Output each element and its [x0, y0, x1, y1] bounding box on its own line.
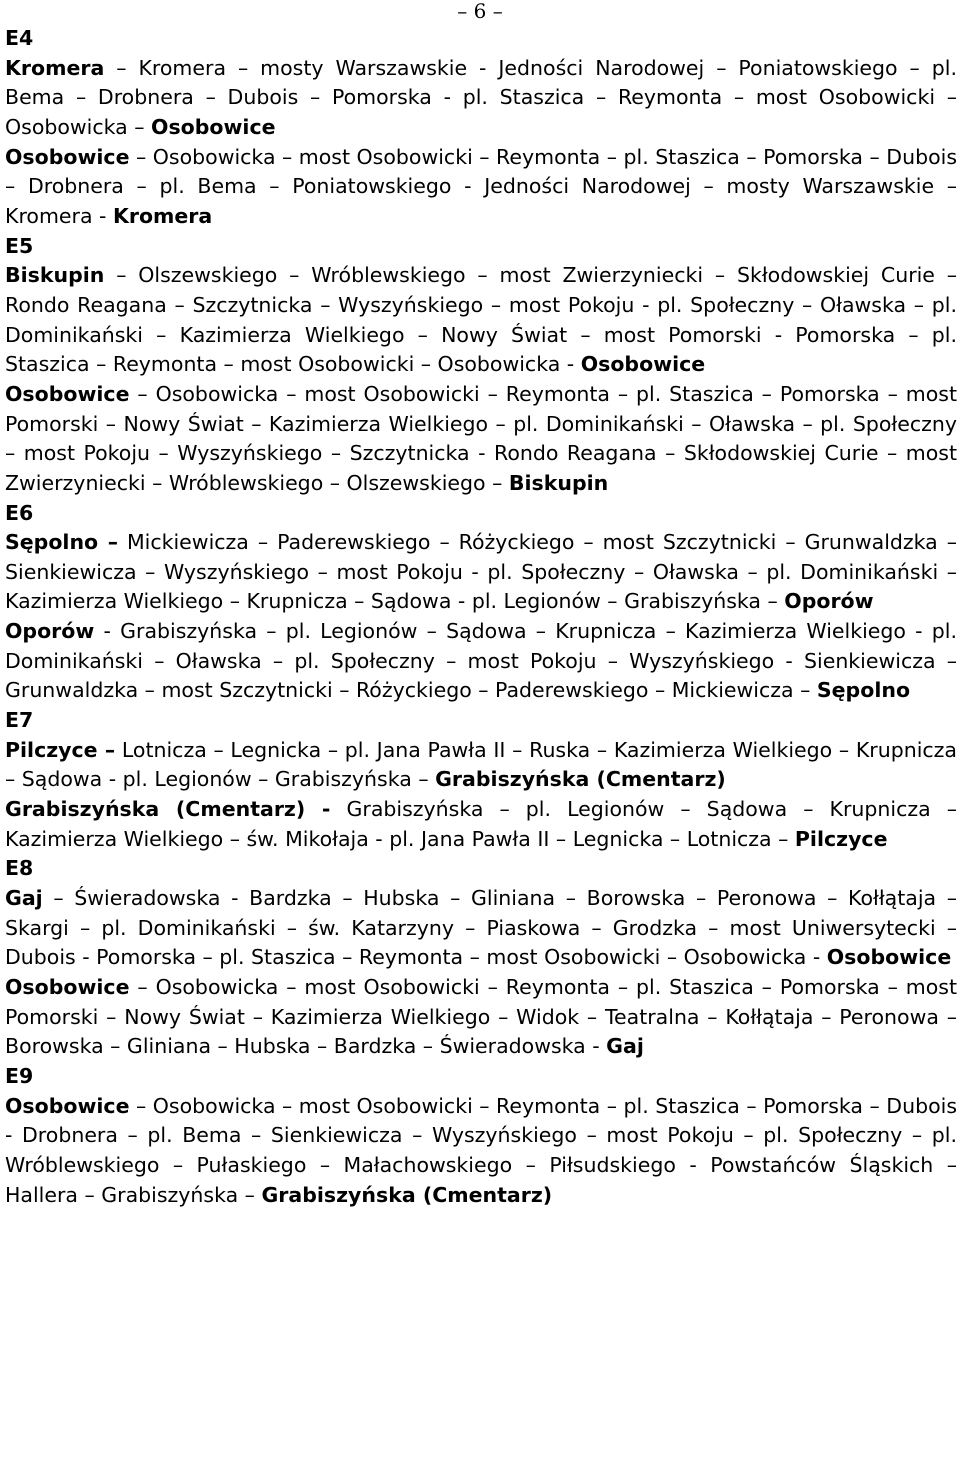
start-stop: Osobowice [5, 1093, 130, 1118]
route-direction [5, 973, 957, 1062]
start-stop: Oporów [5, 619, 95, 644]
end-stop: Sępolno [816, 678, 911, 703]
route-path: – Kromera – mosty Warszawskie - Jedności Narodowej – Poniatowskiego – pl. Bema – Drobnera – Dubois – Pomorska - pl. Staszica – Reymonta – most Osobowicki – Osobowicka – [5, 55, 957, 139]
route-direction [5, 795, 957, 854]
route-section [5, 854, 957, 1062]
route-path: Mickiewicza – Paderewskiego – Różyckiego – most Szczytnicki – Grunwaldzka – Sienkiewicza – Wyszyńskiego – most Pokoju - pl. Społeczny – Oławska – pl. Dominikański – Kazimierza Wielkiego – Krupnicza – Sądowa - pl. Legionów – Grabiszyńska – [5, 530, 957, 614]
end-stop: Osobowice [580, 352, 706, 377]
route-section [5, 706, 957, 854]
route-path: – Osobowicka – most Osobowicki – Reymonta – pl. Staszica – Pomorska – Dubois - Drobnera – pl. Bema – Sienkiewicza – Wyszyńskiego – most Pokoju – pl. Społeczny – pl. Wróblewskiego – Pułaskiego – Małachowskiego – Piłsudskiego - Powstańców Śląskich – Hallera – Grabiszyńska – [5, 1093, 957, 1207]
route-path: – Osobowicka – most Osobowicki – Reymonta – pl. Staszica – Pomorska – most Pomorski – Nowy Świat – Kazimierza Wielkiego – pl. Dominikański – Oławska – pl. Społeczny – most Pokoju – Wyszyńskiego – Szczytnicka - Rondo Reagana – Skłodowskiej Curie – most Zwierzyniecki – Wróblewskiego – Olszewskiego – [5, 381, 957, 495]
start-stop: Sępolno – [5, 530, 118, 555]
end-stop: Biskupin [508, 470, 609, 495]
route-path: – Olszewskiego – Wróblewskiego – most Zwierzyniecki – Skłodowskiej Curie – Rondo Reagana – Szczytnicka – Wyszyńskiego – most Pokoju - pl. Społeczny – Oławska – pl. Dominikański – Kazimierza Wielkiego – Nowy Świat – most Pomorski - Pomorska – pl. Staszica – Reymonta – most Osobowicki – Osobowicka - [5, 263, 957, 377]
end-stop: Osobowice [151, 114, 276, 139]
route-id: E7 [5, 708, 34, 733]
route-section [5, 24, 957, 232]
route-path: – Osobowicka – most Osobowicki – Reymonta – pl. Staszica – Pomorska – most Pomorski – Nowy Świat – Kazimierza Wielkiego – Widok – Teatralna – Kołłątaja – Peronowa – Borowska – Gliniana – Hubska – Bardzka – Świeradowska - [5, 975, 957, 1059]
route-direction [5, 380, 957, 499]
route-path: – Osobowicka – most Osobowicki – Reymonta – pl. Staszica – Pomorska – Dubois – Drobnera – pl. Bema – Poniatowskiego - Jedności Narodowej – mosty Warszawskie – Kromera - [5, 144, 957, 228]
route-direction [5, 54, 957, 143]
route-direction [5, 261, 957, 380]
route-path: Lotnicza – Legnicka – pl. Jana Pawła II – Ruska – Kazimierza Wielkiego – Krupnicza – Sądowa - pl. Legionów – Grabiszyńska – [5, 737, 957, 792]
start-stop: Biskupin [5, 263, 105, 288]
start-stop: Pilczyce – [5, 737, 116, 762]
route-id: E8 [5, 856, 34, 881]
route-id: E6 [5, 500, 34, 525]
start-stop: Gaj [5, 886, 43, 911]
end-stop: Grabiszyńska (Cmentarz) [261, 1182, 553, 1207]
route-path: - Grabiszyńska – pl. Legionów – Sądowa – Krupnicza – Kazimierza Wielkiego - pl. Dominikański – Oławska – pl. Społeczny – most Pokoju – Wyszyńskiego - Sienkiewicza – Grunwaldzka – most Szczytnicki – Różyckiego – Paderewskiego – Mickiewicza – [5, 619, 957, 703]
start-stop: Grabiszyńska (Cmentarz) - [5, 797, 331, 822]
route-id: E5 [5, 233, 34, 258]
route-list [5, 24, 957, 1210]
route-direction [5, 617, 957, 706]
start-stop: Kromera [5, 55, 105, 80]
route-id: E4 [5, 26, 34, 50]
route-direction [5, 736, 957, 795]
start-stop: Osobowice [5, 381, 130, 406]
start-stop: Osobowice [5, 975, 130, 999]
page-number: – 6 – [457, 0, 503, 23]
end-stop: Oporów [784, 589, 874, 614]
route-direction [5, 143, 957, 232]
route-path: Grabiszyńska – pl. Legionów – Sądowa – Krupnicza – Kazimierza Wielkiego – św. Mikołaja - pl. Jana Pawła II – Legnicka – Lotnicza – [5, 797, 957, 851]
end-stop: Pilczyce [794, 826, 888, 851]
route-section [5, 232, 957, 499]
route-direction [5, 1092, 957, 1211]
route-section [5, 499, 957, 707]
end-stop: Grabiszyńska (Cmentarz) [435, 767, 726, 792]
end-stop: Kromera [112, 203, 213, 228]
route-direction [5, 884, 957, 973]
route-path: – Świeradowska - Bardzka – Hubska – Gliniana – Borowska – Peronowa – Kołłątaja – Skargi – pl. Dominikański – św. Katarzyny – Piaskowa – Grodzka – most Uniwersytecki – Dubois - Pomorska – pl. Staszica – Reymonta – most Osobowicki – Osobowicka - [5, 886, 957, 970]
route-section [5, 1062, 957, 1210]
start-stop: Osobowice [5, 144, 130, 169]
end-stop: Gaj [606, 1034, 644, 1059]
route-direction [5, 528, 957, 617]
end-stop: Osobowice [826, 945, 952, 970]
route-id: E9 [5, 1063, 34, 1088]
